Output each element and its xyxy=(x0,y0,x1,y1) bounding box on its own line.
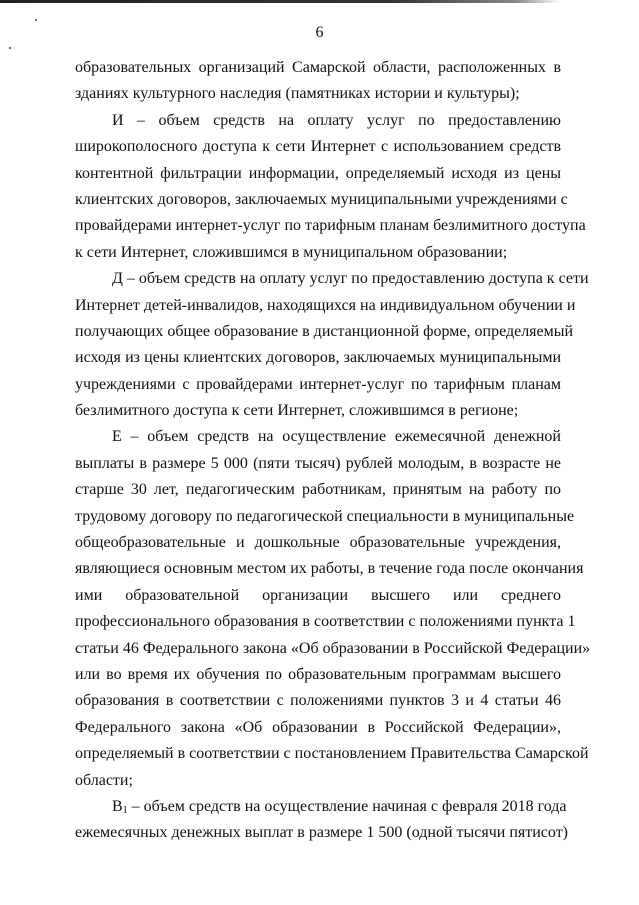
text-line: области; xyxy=(75,771,133,789)
text-line: безлимитного доступа к сети Интернет, сложившимся в регионе; xyxy=(75,402,519,420)
text-line xyxy=(75,794,567,820)
text-line: образования в соответствии с положениями пунктов 3 и 4 статьи 46 xyxy=(75,692,561,710)
text-line: Интернет детей-инвалидов, находящихся на индивидуальном обучении и xyxy=(75,296,576,314)
paragraph xyxy=(75,266,589,424)
paragraph xyxy=(75,794,569,847)
variable-subscript: 1 xyxy=(122,804,128,816)
text-line: исходя из цены клиентских договоров, заключаемых муниципальными xyxy=(75,349,561,367)
text-line: статьи 46 Федерального закона «Об образовании в Российской Федерации» xyxy=(75,639,591,657)
text-line: Е – объем средств на осуществление ежемесячной денежной xyxy=(112,428,561,446)
line-text: – объем средств на осуществление начиная с февраля 2018 года xyxy=(127,797,567,815)
page-number: 6 xyxy=(315,24,324,41)
text-line: клиентских договоров, заключаемых муниципальными учреждениями с xyxy=(75,190,568,208)
paragraph xyxy=(75,108,586,266)
text-line: общеобразовательные и дошкольные образовательные учреждения, xyxy=(75,534,561,552)
text-line: широкополосного доступа к сети Интернет с использованием средств xyxy=(75,138,561,156)
text-line: учреждениями с провайдерами интернет-услуг по тарифным планам xyxy=(75,375,561,393)
text-line: трудовому договору по педагогической специальности в муниципальные xyxy=(75,507,575,525)
text-line: являющиеся основным местом их работы, в течение года после окончания xyxy=(75,560,584,578)
paragraph xyxy=(75,424,591,793)
scan-speck xyxy=(9,47,11,49)
text-line: провайдерами интернет-услуг по тарифным планам безлимитного доступа xyxy=(75,217,586,235)
text-line: профессионального образования в соответствии с положениями пункта 1 xyxy=(75,613,576,631)
document-body xyxy=(75,55,591,847)
text-line: Д – объем средств на оплату услуг по предоставлению доступа к сети xyxy=(112,270,589,288)
text-line: получающих общее образование в дистанционной форме, определяемый xyxy=(75,322,574,340)
text-line: ежемесячных денежных выплат в размере 1 500 (одной тысячи пятисот) xyxy=(75,824,569,842)
text-line: или во время их обучения по образовательным программам высшего xyxy=(75,665,561,683)
text-line: определяемый в соответствии с постановлением Правительства Самарской xyxy=(75,745,589,763)
text-line: выплаты в размере 5 000 (пяти тысяч) рублей молодым, в возрасте не xyxy=(75,454,561,472)
scan-edge xyxy=(0,0,560,3)
text-line: старше 30 лет, педагогическим работникам, принятым на работу по xyxy=(75,481,561,499)
paragraph xyxy=(75,55,561,108)
text-line: Федерального закона «Об образовании в Российской Федерации», xyxy=(75,718,561,736)
text-line: ими образовательной организации высшего или среднего xyxy=(75,586,561,604)
text-line: И – объем средств на оплату услуг по предоставлению xyxy=(112,111,561,129)
variable-symbol: В xyxy=(112,797,123,815)
text-line: контентной фильтрации информации, определяемый исходя из цены xyxy=(75,164,561,182)
text-line: зданиях культурного наследия (памятниках истории и культуры); xyxy=(75,85,520,103)
text-line: к сети Интернет, сложившимся в муниципальном образовании; xyxy=(75,243,508,261)
text-line: образовательных организаций Самарской области, расположенных в xyxy=(75,59,561,76)
scan-speck xyxy=(35,19,37,21)
